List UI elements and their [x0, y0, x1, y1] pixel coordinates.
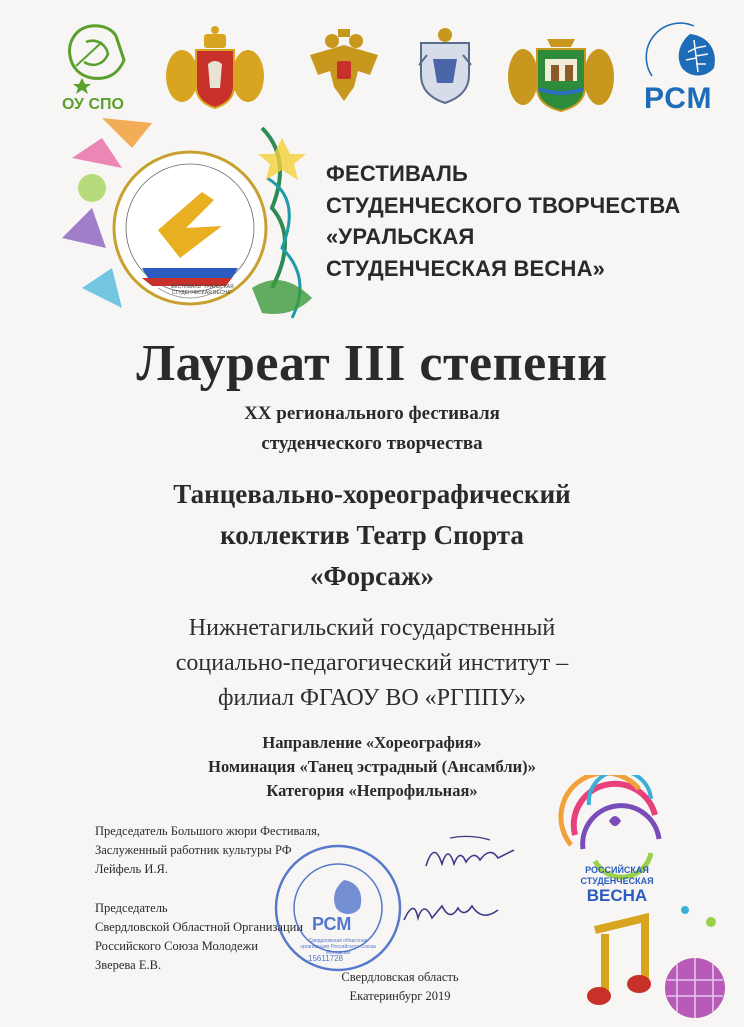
org-chair-signature	[398, 892, 508, 937]
jury-chair-line: Лейфель И.Я.	[95, 862, 168, 876]
recipient-line: «Форсаж»	[309, 561, 435, 591]
issue-region: Свердловская область	[341, 970, 459, 984]
issue-city-year: Екатеринбург 2019	[349, 989, 451, 1003]
ouspo-label: ОУ СПО	[62, 96, 124, 113]
jury-chair-line: Председатель Большого жюри Фестиваля,	[95, 824, 321, 838]
rsv-line: РОССИЙСКАЯ	[585, 865, 649, 875]
issue-place	[290, 968, 510, 1006]
shield-crest-icon	[413, 25, 477, 105]
festival-title-line: «УРАЛЬСКАЯ	[326, 224, 475, 249]
music-decoration	[585, 900, 730, 1027]
rsm-label: РСМ	[644, 82, 713, 115]
crest-icon	[160, 22, 270, 114]
festival-title	[326, 158, 736, 284]
signature-icon	[398, 892, 508, 932]
jury-chair-line: Заслуженный работник культуры РФ	[95, 843, 292, 857]
double-eagle-crest	[300, 25, 388, 112]
festival-title-line: СТУДЕНЧЕСКАЯ ВЕСНА»	[326, 255, 606, 281]
org-chair-line: Председатель	[95, 901, 168, 915]
rsv-label	[569, 865, 665, 905]
recipient-line: коллектив Театр Спорта	[220, 520, 524, 550]
eagle-icon	[300, 25, 388, 107]
ouspo-logo	[58, 20, 138, 115]
festival-title-line: СТУДЕНЧЕСКОГО ТВОРЧЕСТВА	[326, 192, 681, 218]
recipient-name	[0, 474, 744, 597]
festival-emblem-icon	[62, 118, 324, 340]
institution-line: социально-педагогический институт –	[175, 650, 569, 676]
city-crest-icon	[505, 25, 617, 113]
award-title: Лауреат III степени	[136, 335, 608, 392]
russian-student-spring-logo	[555, 775, 675, 905]
jury-chair-signature	[420, 830, 520, 885]
institution-line: филиал ФГАОУ ВО «РГППУ»	[217, 685, 527, 711]
ministry-crest	[413, 25, 477, 110]
official-stamp	[272, 842, 404, 979]
stamp-number: 15611728	[308, 954, 343, 963]
rsm-logo	[632, 18, 732, 118]
institution-name	[0, 611, 744, 716]
ekaterinburg-crest	[505, 25, 617, 118]
rsv-line: ВЕСНА	[586, 886, 648, 905]
recipient-line: Танцевально-хореографический	[173, 479, 571, 509]
institution-line: Нижнетагильский государственный	[188, 615, 556, 641]
rsm-leaf-icon	[632, 18, 732, 90]
festival-title-line: ФЕСТИВАЛЬ	[326, 161, 469, 186]
stamp-ring-text: Свердловская областная организация Российского Союза Молодежи	[300, 938, 376, 956]
nomination-line: Номинация «Танец эстрадный (Ансамбли)»	[208, 757, 536, 776]
sverdlovsk-oblast-crest	[160, 22, 270, 119]
org-chair-line: Российского Союза Молодежи	[95, 939, 258, 953]
signature-icon	[420, 830, 520, 880]
stamp-center-label: РСМ	[312, 914, 352, 934]
award-subtitle-line: XX регионального фестиваля	[244, 403, 500, 424]
direction-line: Направление «Хореография»	[262, 733, 482, 752]
award-subtitle-line: студенческого творчества	[261, 433, 483, 454]
award-subtitle	[0, 399, 744, 459]
music-note-icon	[585, 900, 730, 1022]
org-chair-line: Свердловской Областной Организации	[95, 920, 304, 934]
org-chair-line: Зверева Е.В.	[95, 958, 162, 972]
festival-emblem-art	[62, 118, 324, 340]
emblem-ring-text: ФЕСТИВАЛЬ "УРАЛЬСКАЯ СТУДЕНЧЕСКАЯ ВЕСНА"	[170, 284, 234, 296]
rsv-line: СТУДЕНЧЕСКАЯ	[580, 876, 654, 886]
category-line: Категория «Непрофильная»	[266, 781, 478, 800]
